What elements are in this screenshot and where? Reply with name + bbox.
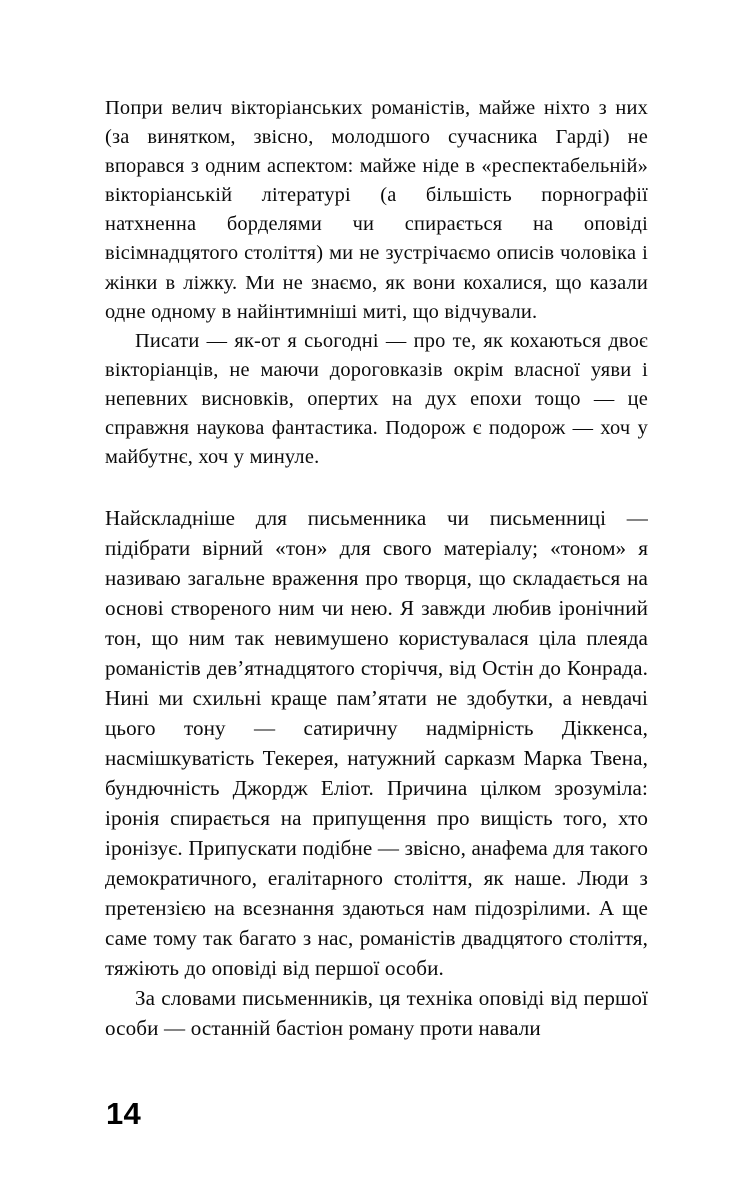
- block-separator: [105, 472, 648, 503]
- text-column: [105, 94, 648, 1043]
- paragraph: Писати — як-от я сьогодні — про те, як кохаються двоє вікторіанців, не маючи дороговказів окрім власної уяви і непевних висновків, опертих на дух епохи тощо — це справжня наукова фантастика. Подорож є подорож — хоч у майбутнє, хоч у минуле.: [105, 329, 648, 469]
- paragraph: За словами письменників, ця техніка оповіді від першої особи — останній бастіон роману проти навали: [105, 986, 648, 1041]
- page-number: 14: [106, 1096, 142, 1131]
- paragraph-block-one: [105, 94, 648, 472]
- paragraph: Найскладніше для письменника чи письменниці — підібрати вірний «тон» для свого матеріалу; «тоном» я називаю загальне враження про творця, що складається на основі створеного ним чи нею. Я завжди любив іронічний тон, що ним так невимушено користувалася ціла плеяда романістів дев’ятнадцятого сторіччя, від Остін до Конрада. Нині ми схильні краще пам’ятати не здобутки, а невдачі цього тону — сатиричну надмірність Діккенса, насмішкуватість Текерея, натужний сарказм Марка Твена, бундючність Джордж Еліот. Причина цілком зрозуміла: іронія спирається на припущення про вищість того, хто іронізує. Припускати подібне — звісно, анафема для такого демократичного, егалітарного століття, як наше. Люди з претензією на всезнання здаються нам підозрілими. А ще саме тому так багато з нас, романістів двадцятого століття, тяжіють до оповіді від першої особи.: [105, 506, 648, 981]
- paragraph-block-two: [105, 503, 648, 1043]
- paragraph: Попри велич вікторіанських романістів, майже ніхто з них (за винятком, звісно, молодшого сучасника Гарді) не впорався з одним аспектом: майже ніде в «респектабельній» вікторіанській літературі (а більшість порнографії натхненна борделями чи спирається на оповіді вісімнадцятого століття) ми не зустрічаємо описів чоловіка і жінки в ліжку. Ми не знаємо, як вони кохалися, що казали одне одному в найінтимніші миті, що відчували.: [105, 97, 648, 323]
